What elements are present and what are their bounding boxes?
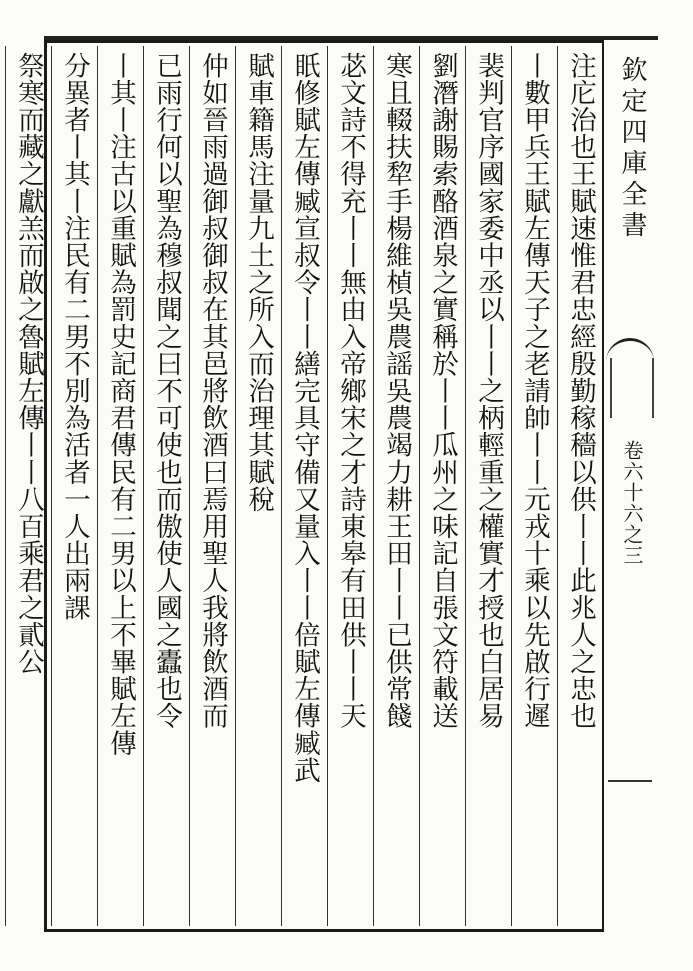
text-column: 賦車籍馬注量九土之所入而治理其賦稅 [235, 46, 281, 926]
fish-tail-body [610, 358, 654, 418]
margin-column [602, 40, 658, 932]
text-column: 寒且輟扶犂手楊維楨吳農謡吳農竭力耕王田丨丨已供常餞 [373, 46, 419, 926]
text-column: 注庀治也王賦速惟君忠經殷勤稼穡以供丨丨此兆人之忠也 [557, 46, 603, 926]
text-column: 丨其丨注古以重賦為罰史記商君傳民有二男以上不畢賦左傳 [97, 46, 143, 926]
text-body [13, 46, 603, 926]
text-column: 眂修賦左傳臧宣叔令丨丨繕完具守備又量入丨丨倍賦左傳臧武 [281, 46, 327, 926]
margin-divider [608, 780, 652, 782]
text-column: 劉潛謝賜索酪酒泉之實稱於丨丨瓜州之味記自張文符載送 [419, 46, 465, 926]
book-title: 欽定四庫全書 [617, 56, 647, 242]
text-column: 丨數甲兵王賦左傳天子之老請帥丨丨元戎十乘以先啟行遲 [511, 46, 557, 926]
volume-label: 卷六十六之三 [620, 440, 644, 566]
text-column: 已雨行何以聖為穆叔聞之曰不可使也而傲使人國之蠹也令 [143, 46, 189, 926]
text-column: 祭寒而藏之獻羔而啟之魯賦左傳丨丨八百乘君之貳公 [5, 46, 51, 926]
text-column: 仲如晉雨過御叔御叔在其邑將飲酒曰焉用聖人我將飲酒而 [189, 46, 235, 926]
text-column: 苾文詩不得充丨丨無由入帝鄉宋之才詩東皋有田供丨丨天 [327, 46, 373, 926]
text-column: 分異者丨其丨注民有二男不別為活者一人出兩課 [51, 46, 97, 926]
text-column: 裴判官序國家委中丞以丨丨之柄輕重之權實才授也白居易 [465, 46, 511, 926]
